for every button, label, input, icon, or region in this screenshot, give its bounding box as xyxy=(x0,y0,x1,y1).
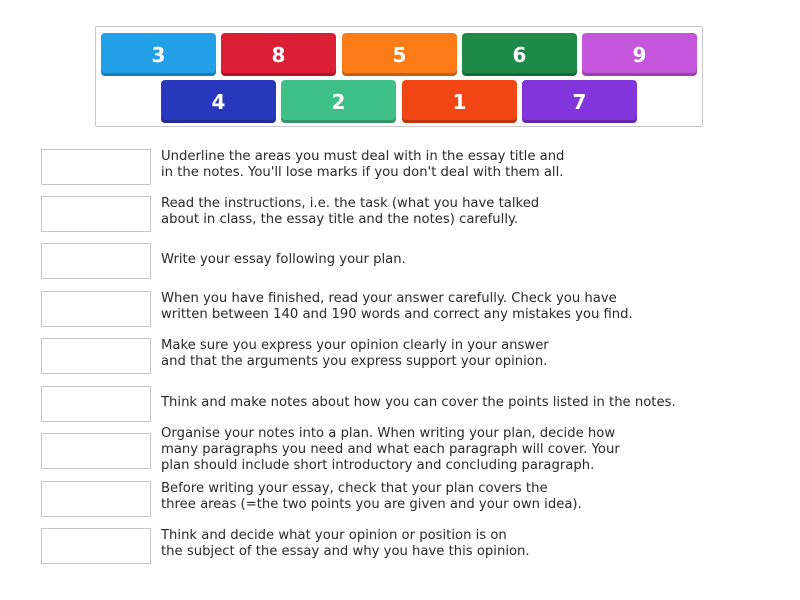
answer-tile[interactable]: 1 xyxy=(402,80,517,123)
step-text-3: Write your essay following your plan. xyxy=(161,252,406,267)
answer-tile[interactable]: 3 xyxy=(101,33,216,76)
drop-slot-1[interactable] xyxy=(41,149,151,185)
answer-tile[interactable]: 5 xyxy=(342,33,457,76)
step-text-8: Before writing your essay, check that your plan covers the three areas (=the two points you are given and your own idea). xyxy=(161,481,582,512)
answer-tile[interactable]: 8 xyxy=(221,33,336,76)
answer-tiles-tray xyxy=(95,26,703,127)
drop-slot-8[interactable] xyxy=(41,481,151,517)
answer-tile[interactable]: 4 xyxy=(161,80,276,123)
drop-slot-9[interactable] xyxy=(41,528,151,564)
drop-slot-4[interactable] xyxy=(41,291,151,327)
answer-tile[interactable]: 6 xyxy=(462,33,577,76)
answer-tile[interactable]: 9 xyxy=(582,33,697,76)
answer-tile[interactable]: 2 xyxy=(281,80,396,123)
step-text-7: Organise your notes into a plan. When writing your plan, decide how many paragraphs you need and what each paragraph will cover. Your plan should include short introductory and concluding paragraph. xyxy=(161,426,620,473)
step-text-1: Underline the areas you must deal with in the essay title and in the notes. You'll lose marks if you don't deal with them all. xyxy=(161,149,565,180)
step-text-5: Make sure you express your opinion clearly in your answer and that the arguments you express support your opinion. xyxy=(161,338,549,369)
step-text-9: Think and decide what your opinion or position is on the subject of the essay and why you have this opinion. xyxy=(161,528,530,559)
drop-slot-3[interactable] xyxy=(41,243,151,279)
drop-slot-5[interactable] xyxy=(41,338,151,374)
step-text-2: Read the instructions, i.e. the task (what you have talked about in class, the essay title and the notes) carefully. xyxy=(161,196,540,227)
step-text-4: When you have finished, read your answer carefully. Check you have written between 140 and 190 words and correct any mistakes you find. xyxy=(161,291,633,322)
answer-tile[interactable]: 7 xyxy=(522,80,637,123)
step-text-6: Think and make notes about how you can cover the points listed in the notes. xyxy=(161,395,676,410)
drop-slot-7[interactable] xyxy=(41,433,151,469)
drop-slot-6[interactable] xyxy=(41,386,151,422)
drop-slot-2[interactable] xyxy=(41,196,151,232)
